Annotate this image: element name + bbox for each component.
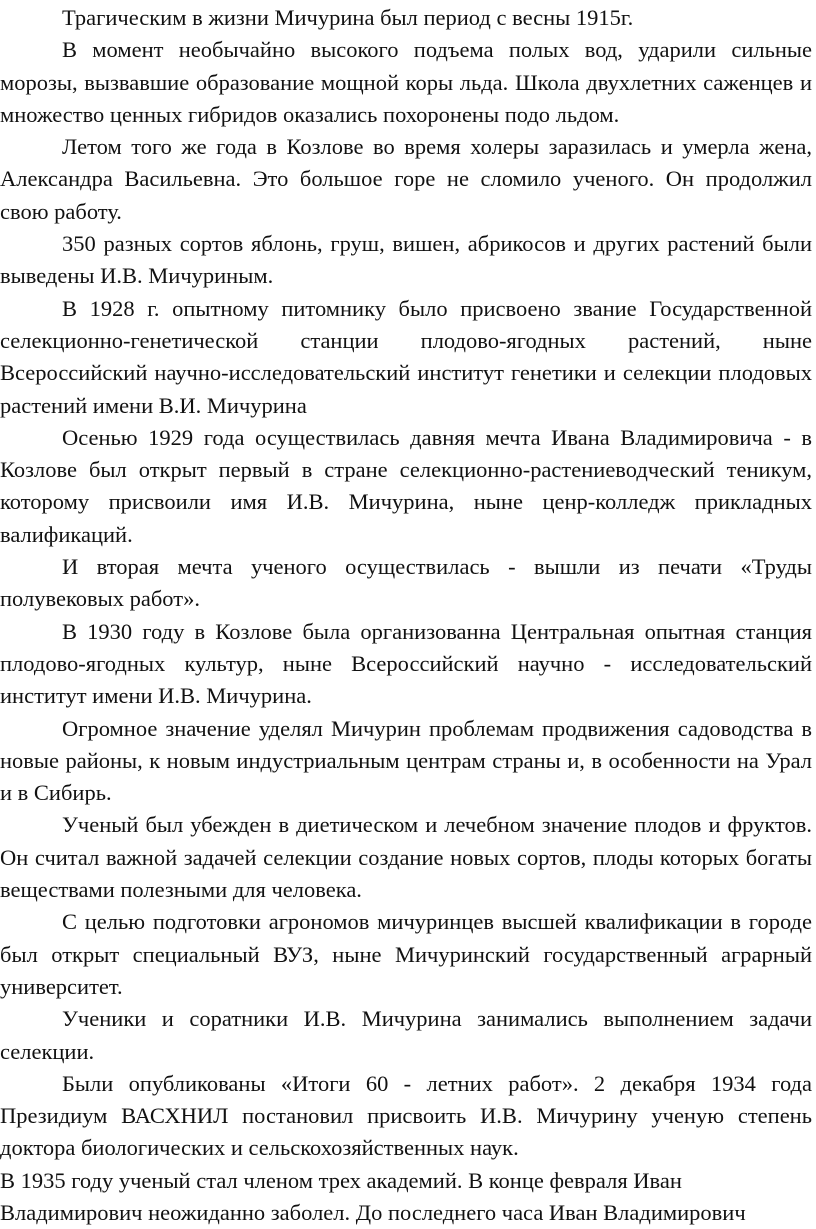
paragraph-2: В момент необычайно высокого подъема полых вод, ударили сильные морозы, вызвавшие образование мощной коры льда. Школа двухлетних саженцев и множество ценных гибридов оказались похоронены подо льдом.	[0, 37, 812, 127]
paragraph-11: С целью подготовки агрономов мичуринцев высшей квалификации в городе был открыт специальный ВУЗ, ныне Мичуринский государственный аграрный университет.	[0, 909, 812, 999]
paragraph-7: И вторая мечта ученого осуществилась - вышли из печати «Труды полувековых работ».	[0, 554, 812, 612]
paragraph-6: Осенью 1929 года осуществилась давняя мечта Ивана Владимировича - в Козлове был открыт первый в стране селекционно-растениеводческий теникум, которому присвоили имя И.В. Мичурина, ныне ценр-колледж прикладных валификаций.	[0, 424, 812, 547]
paragraph-5: В 1928 г. опытному питомнику было присвоено звание Государственной селекционно-генетической станции плодово-ягодных растений, ныне Всероссийский научно-исследовательский институт генетики и селекции плодовых растений имени В.И. Мичурина	[0, 295, 812, 418]
paragraph-12: Ученики и соратники И.В. Мичурина занимались выполнением задачи селекции.	[0, 1006, 812, 1064]
paragraph-14: В 1935 году ученый стал членом трех академий. В конце февраля Иван Владимирович неожиданно заболел. До последнего часа Иван Владимирович	[0, 1167, 746, 1225]
paragraph-4: 350 разных сортов яблонь, груш, вишен, абрикосов и других растений были выведены И.В. Мичуриным.	[0, 231, 812, 289]
paragraph-8: В 1930 году в Козлове была организованна Центральная опытная станция плодово-ягодных культур, ныне Всероссийский научно - исследовательский институт имени И.В. Мичурина.	[0, 618, 812, 709]
paragraph-13: Были опубликованы «Итоги 60 - летних работ». 2 декабря 1934 года Президиум ВАСХНИЛ постановил присвоить И.В. Мичурину ученую степень доктора биологических и сельскохозяйственных наук.	[0, 1070, 812, 1161]
paragraph-1: Трагическим в жизни Мичурина был период с весны 1915г.	[62, 5, 634, 30]
paragraph-9: Огромное значение уделял Мичурин проблемам продвижения садоводства в новые районы, к новым индустриальным центрам страны и, в особенности на Урал и в Сибирь.	[0, 715, 812, 806]
paragraph-10: Ученый был убежден в диетическом и лечебном значение плодов и фруктов. Он считал важной задачей селекции создание новых сортов, плоды которых богаты веществами полезными для человека.	[0, 812, 812, 903]
paragraph-3: Летом того же года в Козлове во время холеры заразилась и умерла жена, Александра Васильевна. Это большое горе не сломило ученого. Он продолжил свою работу.	[0, 134, 812, 224]
